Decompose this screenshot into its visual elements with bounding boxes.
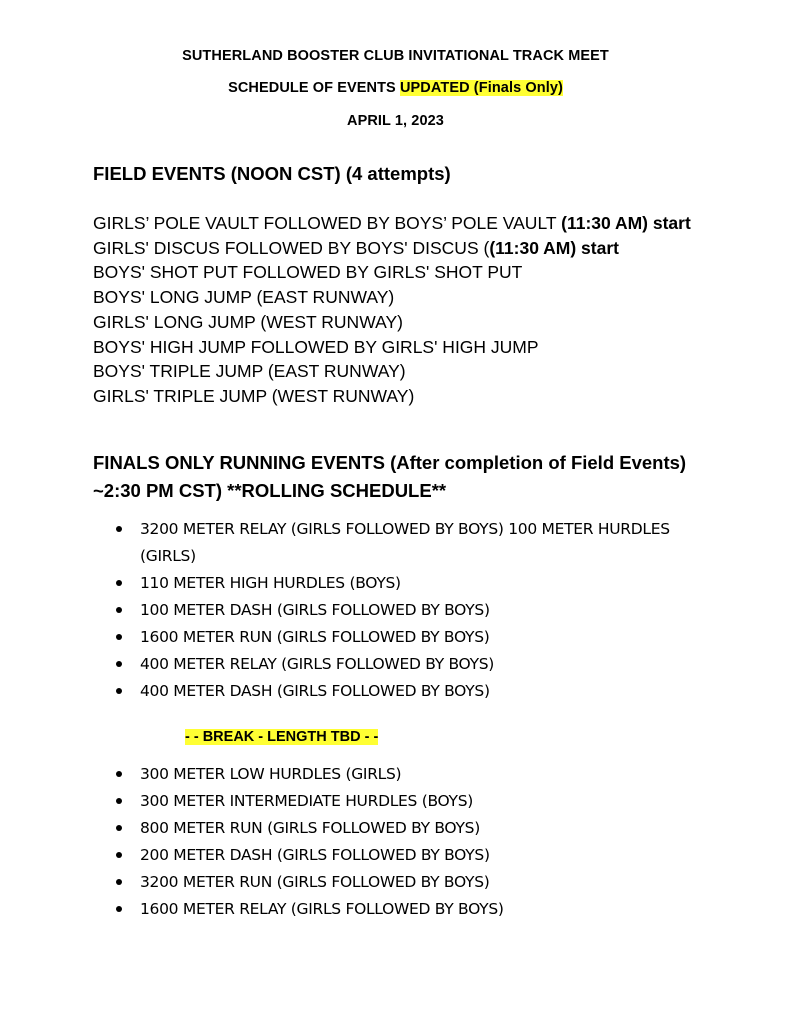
running-event-item — [0, 570, 700, 597]
running-event-item — [0, 516, 700, 570]
field-event-item — [93, 211, 691, 236]
field-event-text: GIRLS' TRIPLE JUMP (WEST RUNWAY) — [93, 385, 415, 406]
running-event-text: 200 METER DASH (GIRLS FOLLOWED BY BOYS) — [140, 846, 490, 864]
running-event-text: 300 METER LOW HURDLES (GIRLS) — [140, 765, 402, 783]
field-event-item — [93, 236, 691, 261]
running-event-item — [0, 788, 700, 815]
bullet-icon — [116, 798, 122, 804]
running-event-item — [0, 869, 700, 896]
running-event-item — [0, 815, 700, 842]
running-event-text: 400 METER RELAY (GIRLS FOLLOWED BY BOYS) — [140, 655, 495, 673]
running-event-text: 400 METER DASH (GIRLS FOLLOWED BY BOYS) — [140, 682, 490, 700]
running-events-list-after-break — [0, 761, 700, 923]
field-event-start-time: (11:30 AM) start — [489, 237, 619, 258]
running-event-text: 3200 METER RUN (GIRLS FOLLOWED BY BOYS) — [140, 873, 490, 891]
running-event-text: 800 METER RUN (GIRLS FOLLOWED BY BOYS) — [140, 819, 480, 837]
running-event-text: 1600 METER RUN (GIRLS FOLLOWED BY BOYS) — [140, 628, 490, 646]
running-event-item — [0, 597, 700, 624]
bullet-icon — [116, 607, 122, 613]
bullet-icon — [116, 825, 122, 831]
field-event-item — [93, 384, 691, 409]
field-events-list — [93, 211, 691, 409]
updated-highlight: UPDATED (Finals Only) — [399, 80, 563, 96]
field-event-item — [93, 359, 691, 384]
running-event-item — [0, 678, 700, 705]
field-event-item — [93, 285, 691, 310]
field-event-text: GIRLS' DISCUS FOLLOWED BY BOYS' DISCUS ( — [93, 237, 490, 258]
page-subtitle — [0, 80, 791, 96]
running-event-text: 1600 METER RELAY (GIRLS FOLLOWED BY BOYS) — [140, 900, 504, 918]
running-events-list-before-break — [0, 516, 700, 705]
field-event-text: BOYS' TRIPLE JUMP (EAST RUNWAY) — [93, 361, 406, 382]
field-event-text: GIRLS’ POLE VAULT FOLLOWED BY BOYS’ POLE VAULT — [93, 213, 562, 233]
field-event-start-time: (11:30 AM) start — [561, 213, 691, 233]
running-events-heading-line2: ~2:30 PM CST) **ROLLING SCHEDULE** — [93, 480, 447, 501]
field-event-item — [93, 260, 691, 285]
running-event-item — [0, 896, 700, 923]
running-events-heading-line1: FINALS ONLY RUNNING EVENTS (After completion of Field Events) — [93, 452, 687, 473]
field-event-text: BOYS' SHOT PUT FOLLOWED BY GIRLS' SHOT PUT — [93, 262, 523, 283]
bullet-icon — [116, 771, 122, 777]
break-notice — [185, 727, 378, 747]
running-event-item — [0, 651, 700, 678]
bullet-icon — [116, 688, 122, 694]
running-event-text: 100 METER DASH (GIRLS FOLLOWED BY BOYS) — [140, 601, 490, 619]
subtitle-text: SCHEDULE OF EVENTS — [228, 80, 400, 96]
event-date: APRIL 1, 2023 — [347, 113, 444, 129]
bullet-icon — [116, 906, 122, 912]
field-event-text: GIRLS' LONG JUMP (WEST RUNWAY) — [93, 311, 403, 332]
running-event-text: 300 METER INTERMEDIATE HURDLES (BOYS) — [140, 792, 474, 810]
running-event-text: 3200 METER RELAY (GIRLS FOLLOWED BY BOYS) 100 METER HURDLES (GIRLS) — [140, 520, 670, 565]
running-event-item — [0, 761, 700, 788]
bullet-icon — [116, 879, 122, 885]
field-events-heading: FIELD EVENTS (NOON CST) (4 attempts) — [93, 163, 451, 184]
page-title: SUTHERLAND BOOSTER CLUB INVITATIONAL TRACK MEET — [182, 48, 609, 64]
bullet-icon — [116, 634, 122, 640]
field-event-text: BOYS' LONG JUMP (EAST RUNWAY) — [93, 287, 395, 308]
break-highlight: - - BREAK - LENGTH TBD - - — [185, 729, 379, 745]
running-event-item — [0, 624, 700, 651]
bullet-icon — [116, 661, 122, 667]
field-event-text: BOYS' HIGH JUMP FOLLOWED BY GIRLS' HIGH JUMP — [93, 336, 539, 357]
field-event-item — [93, 310, 691, 335]
running-event-text: 110 METER HIGH HURDLES (BOYS) — [140, 574, 401, 592]
running-event-item — [0, 842, 700, 869]
bullet-icon — [116, 852, 122, 858]
bullet-icon — [116, 526, 122, 532]
bullet-icon — [116, 580, 122, 586]
field-event-item — [93, 335, 691, 360]
